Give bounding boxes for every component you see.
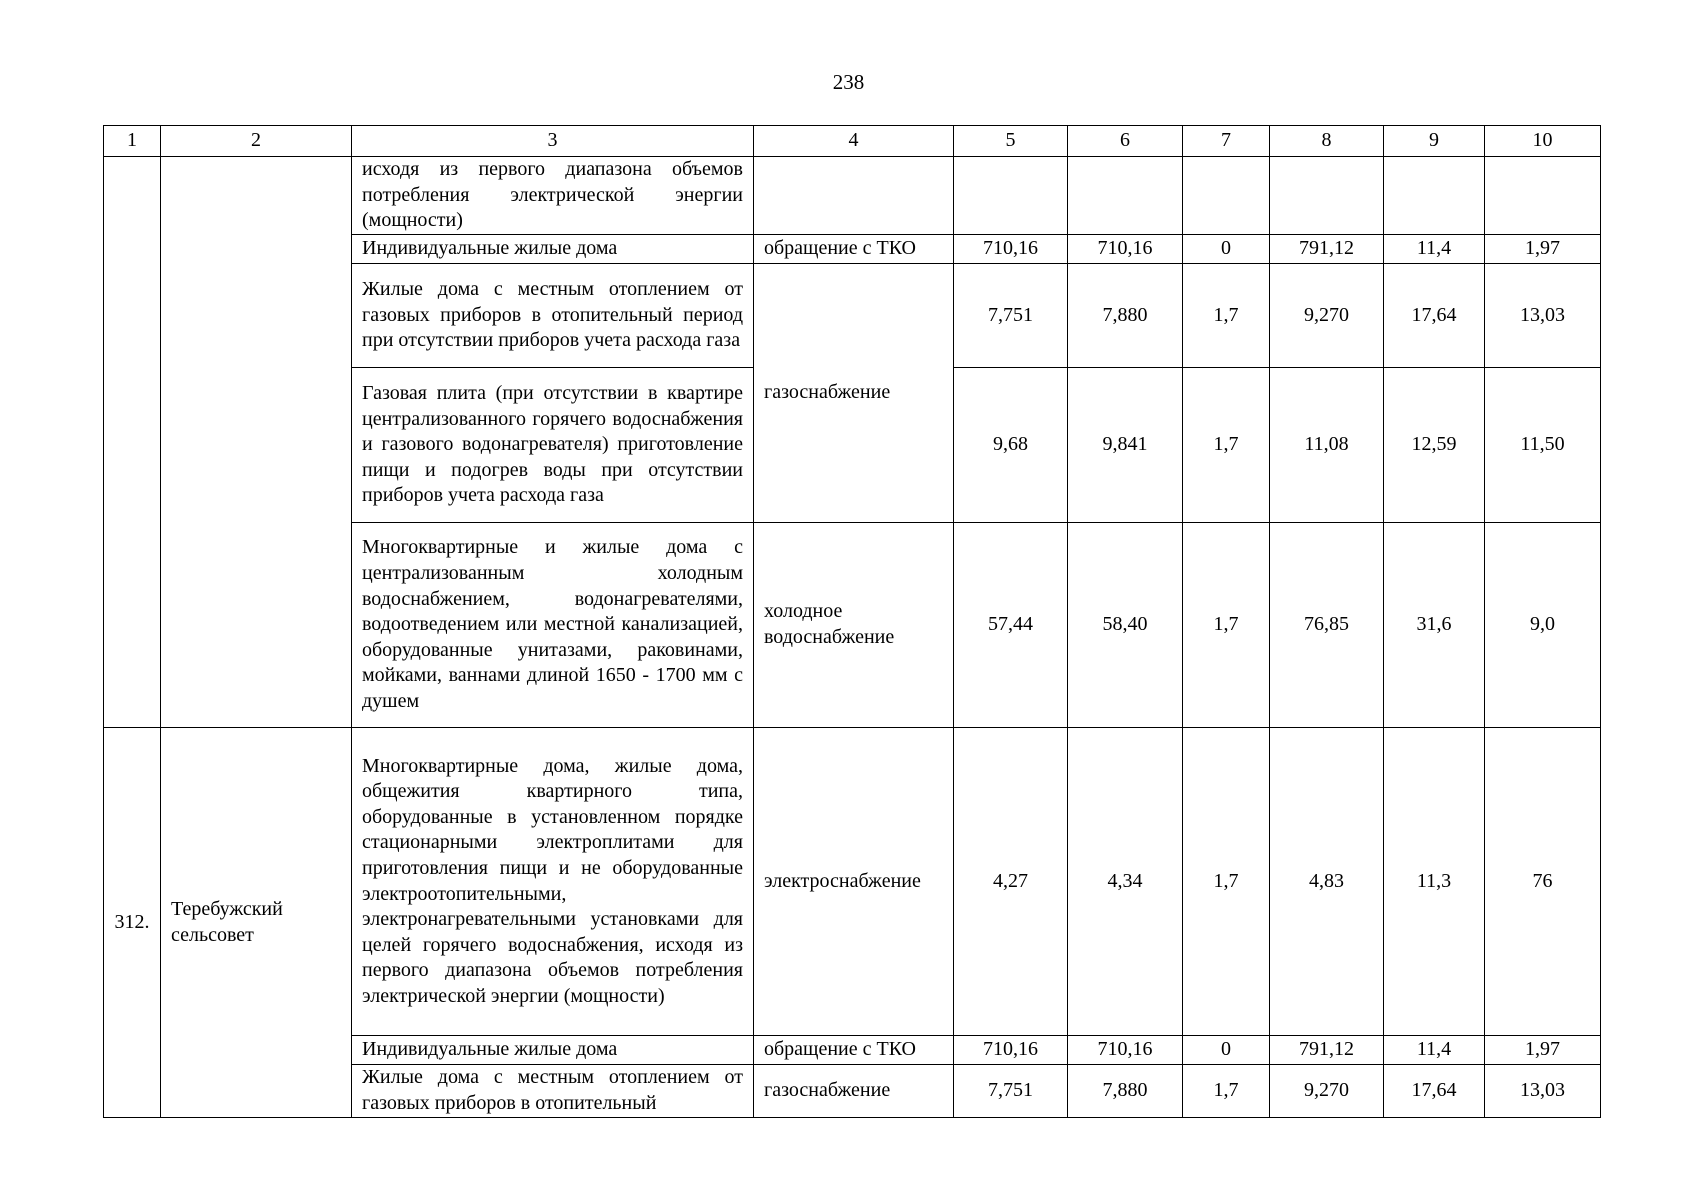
header-cell: 5 (954, 126, 1068, 157)
value-cell: 791,12 (1270, 235, 1384, 264)
value-cell (1068, 157, 1183, 235)
settlement-cell (161, 157, 352, 728)
value-cell: 710,16 (1068, 235, 1183, 264)
value-cell: 791,12 (1270, 1036, 1384, 1065)
value-cell: 76 (1485, 728, 1601, 1036)
header-cell: 6 (1068, 126, 1183, 157)
value-cell: 57,44 (954, 523, 1068, 728)
value-cell (1384, 157, 1485, 235)
description-cell: Индивидуальные жилые дома (352, 1036, 754, 1065)
value-cell: 9,0 (1485, 523, 1601, 728)
value-cell: 4,34 (1068, 728, 1183, 1036)
settlement-name: Теребужский сельсовет (161, 728, 352, 1118)
value-cell: 710,16 (954, 1036, 1068, 1065)
service-cell: газоснабжение (754, 264, 954, 523)
description-cell: Многоквартирные и жилые дома с централизованным холодным водоснабжением, водонагревателями, водоотведением или местной канализацией, оборудованные унитазами, раковинами, мойками, ваннами длиной 1650 - 1700 мм с душем (352, 523, 754, 728)
value-cell (1485, 157, 1601, 235)
value-cell: 7,880 (1068, 264, 1183, 368)
value-cell: 11,4 (1384, 235, 1485, 264)
value-cell: 1,7 (1183, 728, 1270, 1036)
value-cell: 710,16 (954, 235, 1068, 264)
header-cell: 3 (352, 126, 754, 157)
value-cell: 9,841 (1068, 368, 1183, 523)
service-cell: обращение с ТКО (754, 1036, 954, 1065)
value-cell: 17,64 (1384, 1065, 1485, 1118)
value-cell: 12,59 (1384, 368, 1485, 523)
header-cell: 2 (161, 126, 352, 157)
value-cell: 0 (1183, 1036, 1270, 1065)
description-cell: Индивидуальные жилые дома (352, 235, 754, 264)
value-cell: 58,40 (1068, 523, 1183, 728)
header-cell: 7 (1183, 126, 1270, 157)
page-number: 238 (832, 70, 865, 94)
description-cell: Жилые дома с местным отоплением от газовых приборов в отопительный (352, 1065, 754, 1118)
service-cell: обращение с ТКО (754, 235, 954, 264)
value-cell (1270, 157, 1384, 235)
header-cell: 1 (104, 126, 161, 157)
table-header-row (104, 126, 1601, 157)
value-cell (954, 157, 1068, 235)
service-cell: электроснабжение (754, 728, 954, 1036)
description-cell: исходя из первого диапазона объемов потребления электрической энергии (мощности) (352, 157, 754, 235)
value-cell: 13,03 (1485, 264, 1601, 368)
header-cell: 9 (1384, 126, 1485, 157)
service-cell: газоснабжение (754, 1065, 954, 1118)
entry-number: 312. (104, 728, 161, 1118)
value-cell: 9,270 (1270, 1065, 1384, 1118)
value-cell: 11,4 (1384, 1036, 1485, 1065)
value-cell: 1,7 (1183, 523, 1270, 728)
description-cell: Многоквартирные дома, жилые дома, общежития квартирного типа, оборудованные в установленном порядке стационарными электроплитами для приготовления пищи и не оборудованные электроотопительными, электронагревательными установками для целей горячего водоснабжения, исходя из первого диапазона объемов потребления электрической энергии (мощности) (352, 728, 754, 1036)
table-row (104, 157, 1601, 235)
value-cell: 13,03 (1485, 1065, 1601, 1118)
value-cell: 7,880 (1068, 1065, 1183, 1118)
tariff-table (103, 125, 1601, 1118)
header-cell: 4 (754, 126, 954, 157)
value-cell: 710,16 (1068, 1036, 1183, 1065)
table-row (104, 728, 1601, 1036)
value-cell: 4,83 (1270, 728, 1384, 1036)
value-cell: 1,97 (1485, 235, 1601, 264)
value-cell: 11,08 (1270, 368, 1384, 523)
value-cell: 4,27 (954, 728, 1068, 1036)
value-cell: 7,751 (954, 264, 1068, 368)
description-cell: Газовая плита (при отсутствии в квартире централизованного горячего водоснабжения и газового водонагревателя) приготовление пищи и подогрев воды при отсутствии приборов учета расхода газа (352, 368, 754, 523)
description-cell: Жилые дома с местным отоплением от газовых приборов в отопительный период при отсутствии приборов учета расхода газа (352, 264, 754, 368)
value-cell: 76,85 (1270, 523, 1384, 728)
value-cell: 1,97 (1485, 1036, 1601, 1065)
value-cell: 31,6 (1384, 523, 1485, 728)
value-cell: 9,68 (954, 368, 1068, 523)
value-cell: 0 (1183, 235, 1270, 264)
value-cell: 9,270 (1270, 264, 1384, 368)
value-cell: 11,3 (1384, 728, 1485, 1036)
value-cell: 11,50 (1485, 368, 1601, 523)
service-cell: холодное водоснабжение (754, 523, 954, 728)
header-cell: 8 (1270, 126, 1384, 157)
value-cell: 1,7 (1183, 264, 1270, 368)
value-cell: 1,7 (1183, 368, 1270, 523)
header-cell: 10 (1485, 126, 1601, 157)
value-cell: 7,751 (954, 1065, 1068, 1118)
value-cell (1183, 157, 1270, 235)
number-cell (104, 157, 161, 728)
value-cell: 17,64 (1384, 264, 1485, 368)
value-cell: 1,7 (1183, 1065, 1270, 1118)
service-cell (754, 157, 954, 235)
